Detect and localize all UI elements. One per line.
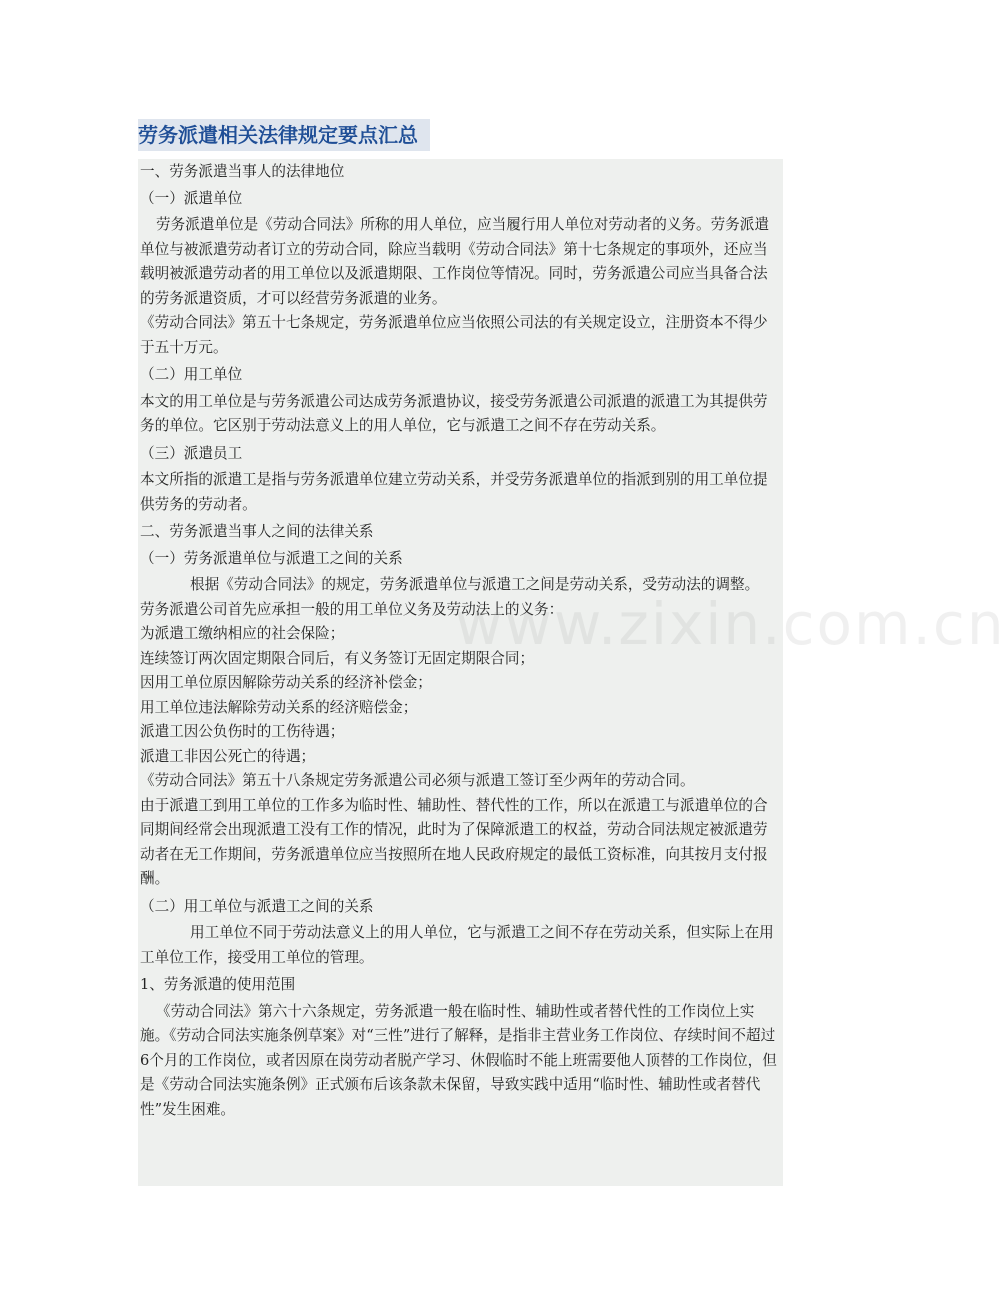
- paragraph-dispatched-employee: 本文所指的派遣工是指与劳务派遣单位建立劳动关系，并受劳务派遣单位的指派到别的用工单位提供劳务的劳动者。: [140, 471, 768, 513]
- list-intro: 劳务派遣公司首先应承担一般的用工单位义务及劳动法上的义务：: [140, 600, 564, 618]
- paragraph-employer-relation: 用工单位不同于劳动法意义上的用人单位，它与派遣工之间不存在劳动关系，但实际上在用工单位工作，接受用工单位的管理。: [140, 924, 774, 966]
- list-item: 派遣工非因公死亡的待遇；: [140, 747, 316, 765]
- section-heading-1: 一、劳务派遣当事人的法律地位: [140, 163, 345, 180]
- list-item: 用工单位违法解除劳动关系的经济赔偿金；: [140, 698, 418, 716]
- paragraph-article-57: 《劳动合同法》第五十七条规定，劳务派遣单位应当依照公司法的有关规定设立，注册资本不得少于五十万元。: [140, 314, 768, 356]
- subsection-heading-scope: 1、劳务派遣的使用范围: [140, 976, 296, 993]
- list-item: 为派遣工缴纳相应的社会保险；: [140, 625, 345, 642]
- paragraph-labor-relation: 根据《劳动合同法》的规定，劳务派遣单位与派遣工之间是劳动关系，受劳动法的调整。: [190, 576, 760, 593]
- list-item: 连续签订两次固定期限合同后，有义务签订无固定期限合同；: [140, 649, 535, 667]
- list-item: 派遣工因公负伤时的工伤待遇；: [140, 723, 345, 740]
- subsection-heading-employer-relation: （二）用工单位与派遣工之间的关系: [140, 897, 374, 915]
- paragraph-article-58: 《劳动合同法》第五十八条规定劳务派遣公司必须与派遣工签订至少两年的劳动合同。: [140, 772, 695, 789]
- paragraph-minimum-wage: 由于派遣工到用工单位的工作多为临时性、辅助性、替代性的工作，所以在派遣工与派遣单位的合同期间经常会出现派遣工没有工作的情况，此时为了保障派遣工的权益，劳动合同法规定被派遣劳动者在无工作期间，劳务派遣单位应当按照所在地人民政府规定的最低工资标准，向其按月支付报酬。: [140, 796, 768, 887]
- subsection-heading-employing-unit: （二）用工单位: [140, 366, 243, 383]
- paragraph-scope: 《劳动合同法》第六十六条规定，劳务派遣一般在临时性、辅助性或者替代性的工作岗位上实施。《劳动合同法实施条例草案》对“三性”进行了解释，是指非主营业务工作岗位、存续时间不超过6个月的工作岗位，或者因原在岗劳动者脱产学习、休假临时不能上班需要他人顶替的工作岗位，但是《劳动合同法实施条例》正式颁布后该条款未保留，导致实践中适用“临时性、辅助性或者替代性”发生困难。: [140, 1002, 777, 1118]
- subsection-heading-dispatch-unit: （一）派遣单位: [140, 189, 243, 207]
- subsection-heading-dispatch-relation: （一）劳务派遣单位与派遣工之间的关系: [140, 549, 403, 567]
- subsection-heading-dispatched-employee: （三）派遣员工: [140, 444, 243, 462]
- section-heading-2: 二、劳务派遣当事人之间的法律关系: [140, 523, 374, 540]
- document-title: 劳务派遣相关法律规定要点汇总: [138, 119, 430, 151]
- document-body: [138, 159, 783, 1186]
- paragraph-dispatch-unit: 劳务派遣单位是《劳动合同法》所称的用人单位，应当履行用人单位对劳动者的义务。劳务派遣单位与被派遣劳动者订立的劳动合同，除应当载明《劳动合同法》第十七条规定的事项外，还应当载明被派遣劳动者的用工单位以及派遣期限、工作岗位等情况。同时，劳务派遣公司应当具备合法的劳务派遣资质，才可以经营劳务派遣的业务。: [140, 216, 769, 307]
- paragraph-employing-unit: 本文的用工单位是与劳务派遣公司达成劳务派遣协议，接受劳务派遣公司派遣的派遣工为其提供劳务的单位。它区别于劳动法意义上的用人单位，它与派遣工之间不存在劳动关系。: [140, 392, 768, 434]
- list-item: 因用工单位原因解除劳动关系的经济补偿金；: [140, 674, 432, 691]
